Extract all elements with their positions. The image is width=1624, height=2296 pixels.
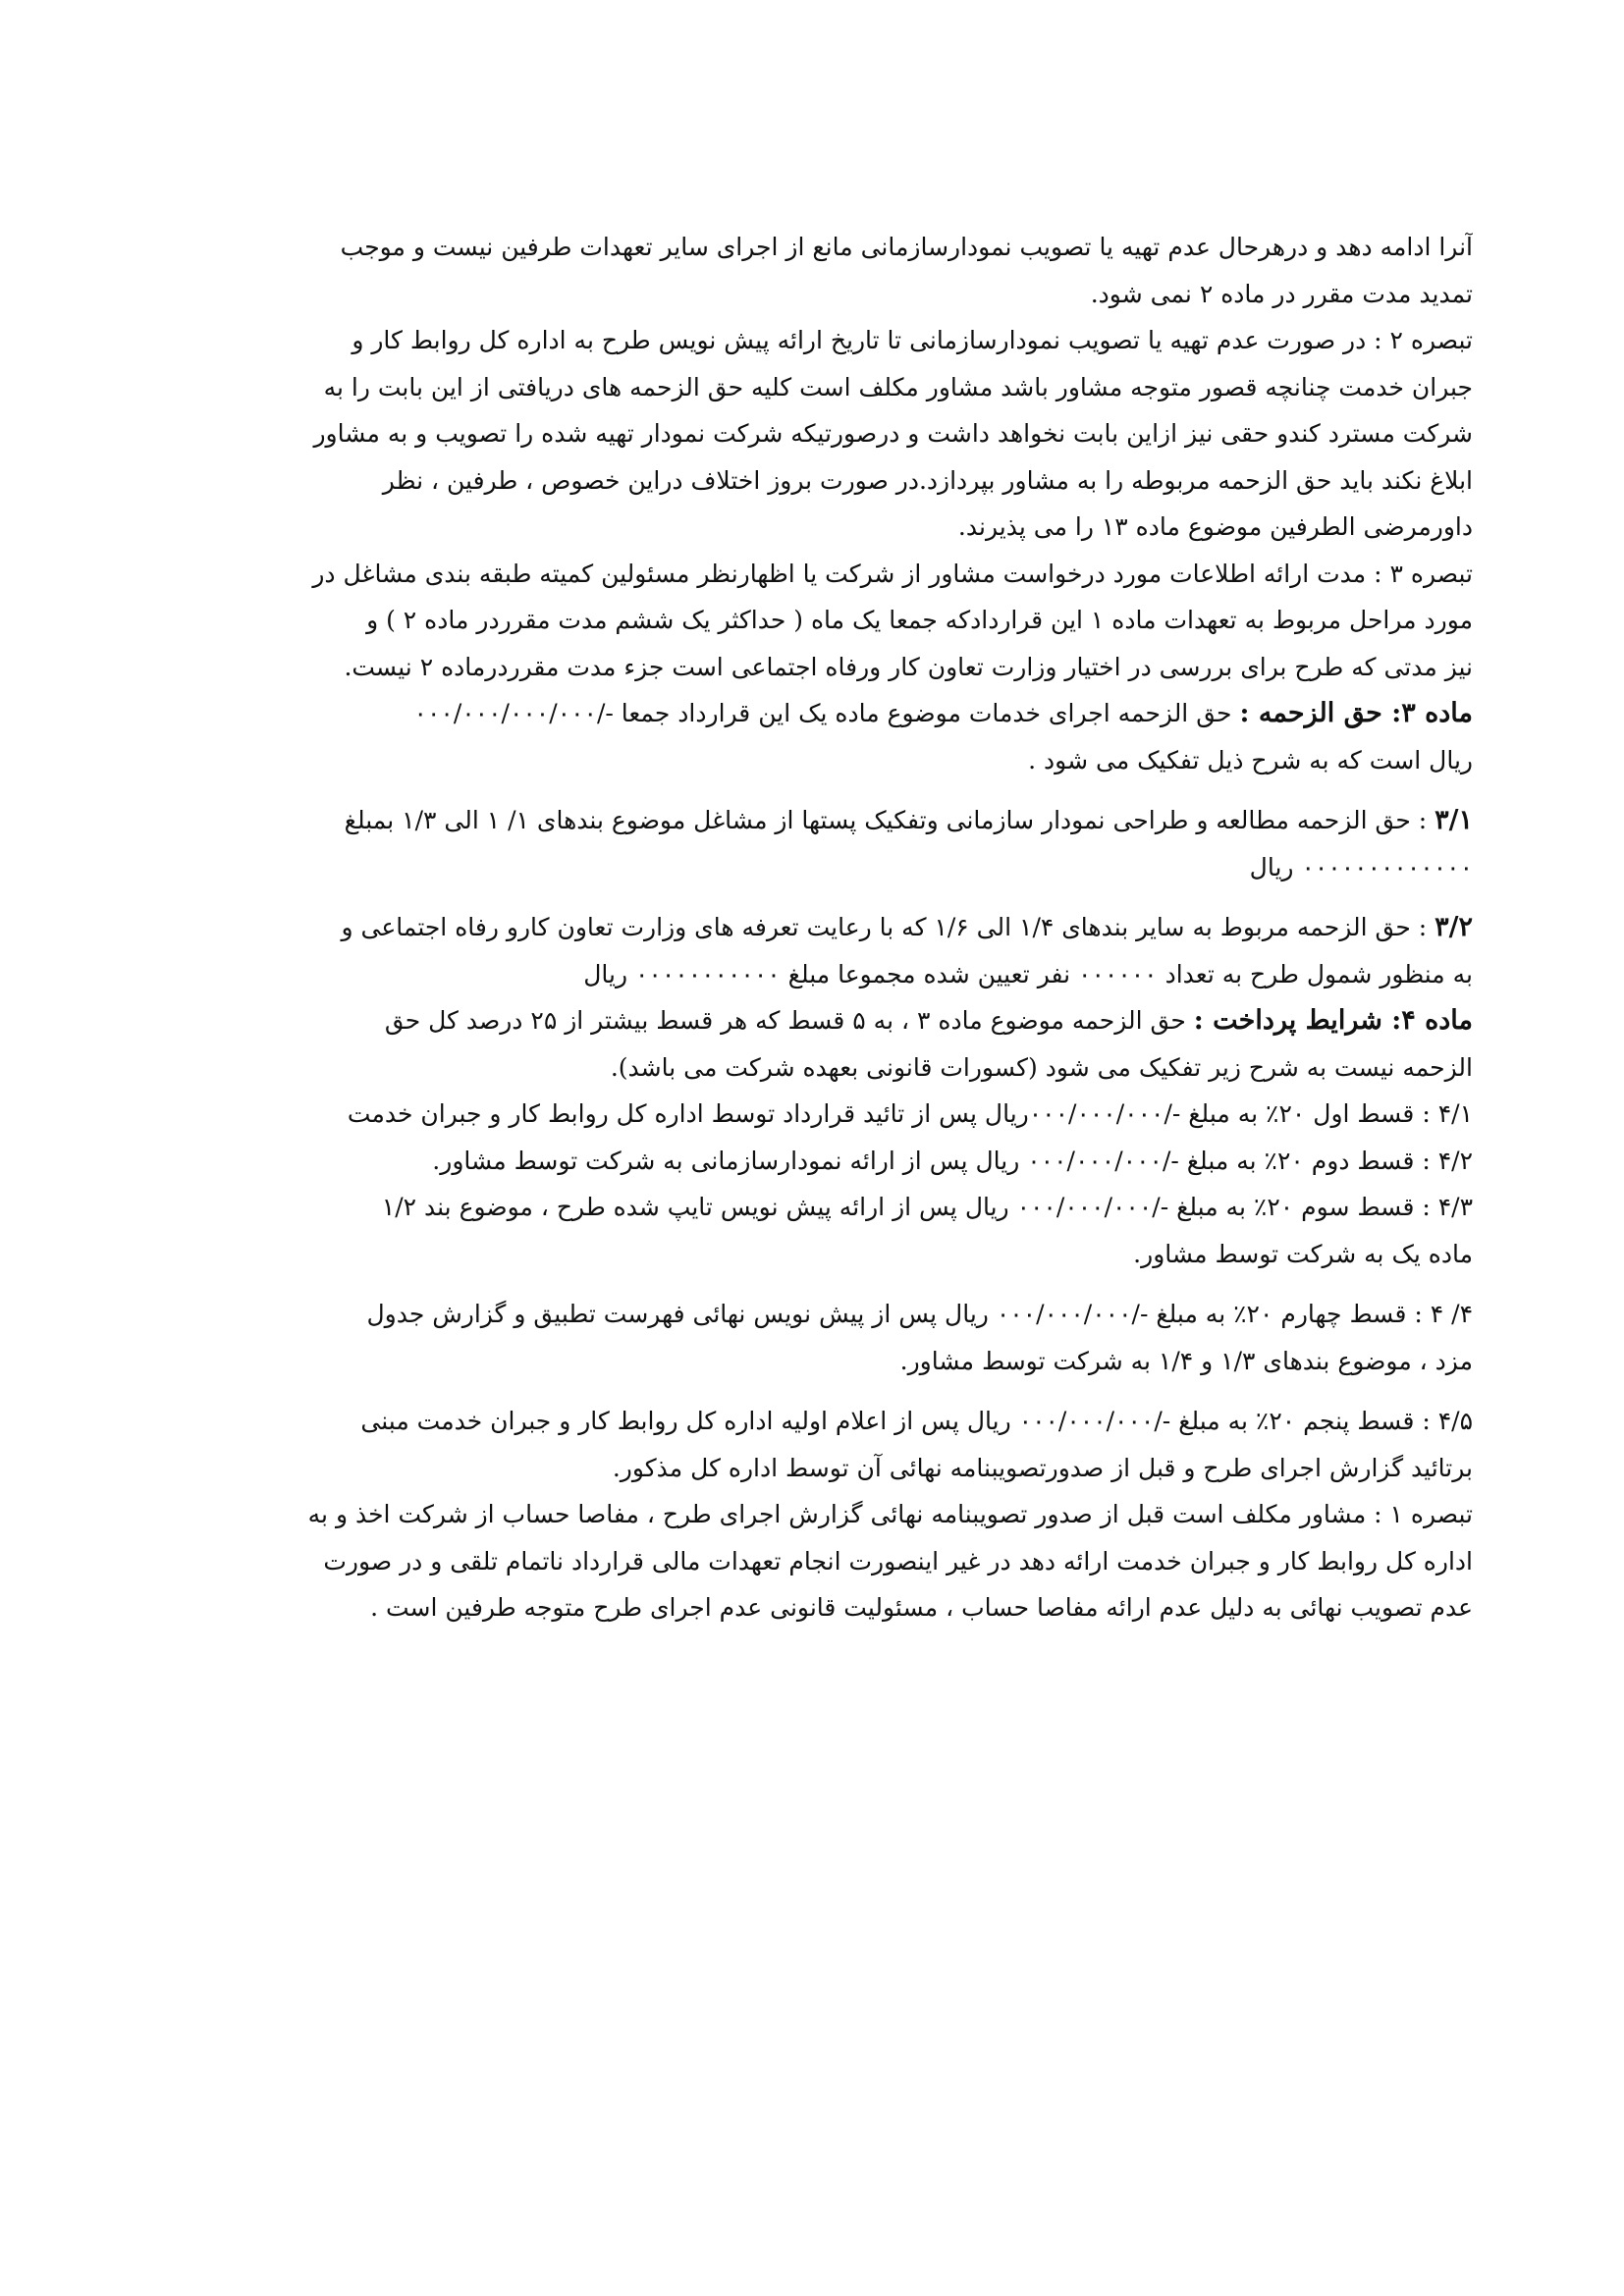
text-run: حق الزحمه اجرای خدمات موضوع ماده یک این قرارداد جمعا -/۰۰۰/۰۰۰/۰۰۰/۰۰۰ bbox=[413, 699, 1240, 727]
paragraph-continuation bbox=[157, 224, 1473, 317]
paragraph-clause-4-2 bbox=[157, 1138, 1473, 1185]
text-line: جبران خدمت چنانچه قصور متوجه مشاور باشد مشاور مکلف است کلیه حق الزحمه های دریافتی از این بابت را به bbox=[323, 372, 1473, 401]
text-line: مزد ، موضوع بندهای ۱/۳ و ۱/۴ به شرکت توسط مشاور. bbox=[899, 1346, 1473, 1375]
text-line: ۴/۳ : قسط سوم ۲۰٪ به مبلغ -/۰۰۰/۰۰۰/۰۰۰ ریال پس از ارائه پیش نویس تایپ شده طرح ، موضوع بند ۱/۲ bbox=[381, 1193, 1473, 1221]
text-line: اداره کل روابط کار و جبران خدمت ارائه دهد در غیر اینصورت انجام تعهدات مالی قرارداد ناتمام تلقی و در صورت bbox=[323, 1546, 1473, 1575]
document-page bbox=[157, 224, 1473, 1631]
text-line: آنرا ادامه دهد و درهرحال عدم تهیه یا تصویب نمودارسازمانی مانع از اجرای سایر تعهدات طرفین نیست و موجب bbox=[340, 233, 1473, 261]
paragraph-clause-3-2 bbox=[157, 904, 1473, 997]
paragraph-article-3 bbox=[157, 690, 1473, 783]
text-line: تبصره ۳ : مدت ارائه اطلاعات مورد درخواست مشاور از شرکت یا اظهارنظر مسئولین کمیته طبقه بندی مشاغل در bbox=[312, 559, 1473, 588]
text-line: شرکت مسترد کندو حقی نیز ازاین بابت نخواهد داشت و درصورتیکه شرکت نمودار تهیه شده را تصویب و به مشاور bbox=[313, 419, 1473, 448]
paragraph-clause-4-5 bbox=[157, 1398, 1473, 1491]
paragraph-note-1 bbox=[157, 1491, 1473, 1631]
text-line bbox=[157, 690, 1473, 737]
article-heading: ماده ۳: حق الزحمه : bbox=[1239, 698, 1473, 728]
paragraph-note-2 bbox=[157, 317, 1473, 551]
paragraph-note-3 bbox=[157, 551, 1473, 691]
text-line: ریال است که به شرح ذیل تفکیک می شود . bbox=[1028, 745, 1473, 774]
article-heading: ماده ۴: شرایط پرداخت : bbox=[1193, 1005, 1473, 1036]
text-line bbox=[157, 997, 1473, 1044]
paragraph-clause-4-1 bbox=[157, 1091, 1473, 1138]
text-line: ۴/۵ : قسط پنجم ۲۰٪ به مبلغ -/۰۰۰/۰۰۰/۰۰۰ ریال پس از اعلام اولیه اداره کل روابط کار و جبران خدمت مبنی bbox=[360, 1407, 1473, 1435]
text-run: : حق الزحمه مربوط به سایر بندهای ۱/۴ الی ۱/۶ که با رعایت تعرفه های وزارت تعاون کارو رفاه اجتماعی و bbox=[341, 913, 1435, 941]
text-line: عدم تصویب نهائی به دلیل عدم ارائه مفاصا حساب ، مسئولیت قانونی عدم اجرای طرح متوجه طرفین است . bbox=[370, 1593, 1473, 1622]
text-line: به منظور شمول طرح به تعداد ۰۰۰۰۰۰ نفر تعیین شده مجموعا مبلغ ۰۰۰۰۰۰۰۰۰۰۰ ریال bbox=[583, 959, 1473, 988]
text-line: ۴/۱ : قسط اول ۲۰٪ به مبلغ -/۰۰۰/۰۰۰/۰۰۰ریال پس از تائید قرارداد توسط اداره کل روابط کار و جبران خدمت bbox=[347, 1099, 1473, 1128]
text-line: ۰۰۰۰۰۰۰۰۰۰۰۰۰ ریال bbox=[1249, 852, 1473, 881]
text-line: الزحمه نیست به شرح زیر تفکیک می شود (کسورات قانونی بعهده شرکت می باشد). bbox=[610, 1052, 1473, 1082]
text-line: ماده یک به شرکت توسط مشاور. bbox=[1133, 1239, 1473, 1268]
paragraph-article-4 bbox=[157, 997, 1473, 1091]
text-line bbox=[157, 797, 1473, 844]
text-line: نیز مدتی که طرح برای بررسی در اختیار وزارت تعاون کار ورفاه اجتماعی است جزء مدت مقرردرماده ۲ نیست. bbox=[344, 652, 1473, 681]
clause-number: ۳/۲ bbox=[1435, 912, 1473, 942]
text-line: ۴/۲ : قسط دوم ۲۰٪ به مبلغ -/۰۰۰/۰۰۰/۰۰۰ ریال پس از ارائه نمودارسازمانی به شرکت توسط مشاور. bbox=[432, 1146, 1473, 1175]
text-line: تبصره ۱ : مشاور مکلف است قبل از صدور تصویبنامه نهائی گزارش اجرای طرح ، مفاصا حساب از شرکت اخذ و به bbox=[307, 1500, 1473, 1528]
clause-number: ۳/۱ bbox=[1435, 805, 1473, 835]
text-line: تبصره ۲ : در صورت عدم تهیه یا تصویب نمودارسازمانی تا تاریخ ارائه پیش نویس طرح به اداره کل روابط کار و bbox=[352, 326, 1473, 354]
text-line: ۴/ ۴ : قسط چهارم ۲۰٪ به مبلغ -/۰۰۰/۰۰۰/۰۰۰ ریال پس از پیش نویس نهائی فهرست تطبیق و گزارش جدول bbox=[366, 1300, 1473, 1328]
text-line: تمدید مدت مقرر در ماده ۲ نمی شود. bbox=[1090, 279, 1473, 308]
text-line: ابلاغ نکند باید حق الزحمه مربوطه را به مشاور بپردازد.در صورت بروز اختلاف دراین خصوص ، طرفین ، نظر bbox=[382, 465, 1473, 495]
text-line: مورد مراحل مربوط به تعهدات ماده ۱ این قراردادکه جمعا یک ماه ( حداکثر یک ششم مدت مقرردر ماده ۲ ) و bbox=[366, 606, 1473, 634]
text-run: : حق الزحمه مطالعه و طراحی نمودار سازمانی وتفکیک پستها از مشاغل موضوع بندهای ۱/ ۱ الی ۱/۳ بمبلغ bbox=[344, 806, 1435, 834]
text-line: برتائید گزارش اجرای طرح و قبل از صدورتصویبنامه نهائی آن توسط اداره کل مذکور. bbox=[612, 1453, 1473, 1482]
text-line bbox=[157, 904, 1473, 951]
text-line: داورمرضی الطرفین موضوع ماده ۱۳ را می پذیرند. bbox=[957, 512, 1473, 541]
paragraph-clause-4-4 bbox=[157, 1291, 1473, 1384]
paragraph-clause-4-3 bbox=[157, 1184, 1473, 1277]
paragraph-clause-3-1 bbox=[157, 797, 1473, 890]
text-run: حق الزحمه موضوع ماده ۳ ، به ۵ قسط که هر قسط بیشتر از ۲۵ درصد کل حق bbox=[384, 1006, 1194, 1035]
